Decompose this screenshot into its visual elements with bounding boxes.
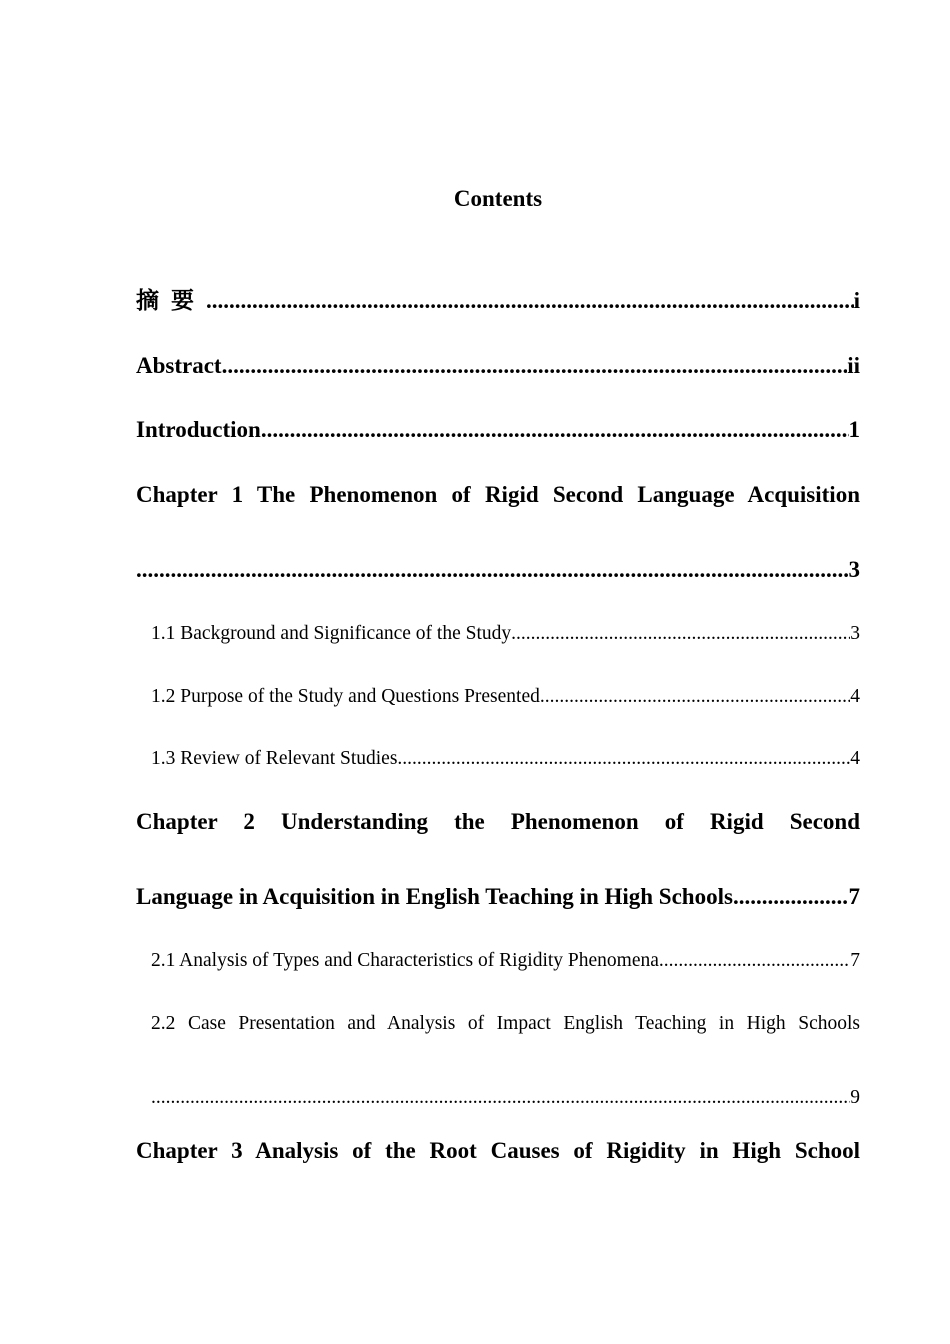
dot-leader [659, 948, 850, 974]
dot-leader [397, 746, 850, 772]
toc-entry-chapter2-title[interactable]: Chapter 2 Understanding the Phenomenon of Rigid Second [136, 809, 860, 834]
dot-leader [222, 351, 848, 381]
toc-page-number: 1 [848, 417, 860, 442]
toc-entry-zhaiyao[interactable] [136, 286, 860, 316]
toc-entry-label: 1.3 Review of Relevant Studies [151, 748, 398, 769]
dot-leader [733, 882, 849, 912]
dot-leader [540, 684, 850, 710]
toc-entry-section-2-2-title[interactable]: 2.2 Case Presentation and Analysis of Impact English Teaching in High Schools [151, 1013, 860, 1034]
dot-leader [261, 415, 849, 445]
page-title: Contents [453, 186, 543, 211]
toc-entry-chapter1-title[interactable]: Chapter 1 The Phenomenon of Rigid Second Language Acquisition [136, 482, 860, 507]
toc-entry-section-1-2[interactable] [151, 684, 860, 710]
toc-page-number: 9 [850, 1087, 860, 1108]
toc-entry-chapter3-title[interactable]: Chapter 3 Analysis of the Root Causes of Rigidity in High School [136, 1138, 860, 1163]
toc-entry-abstract[interactable] [136, 351, 860, 381]
toc-entry-label: Introduction [136, 417, 261, 442]
toc-page-number: 3 [850, 623, 860, 644]
toc-page-number: 7 [848, 884, 860, 909]
toc-entry-section-1-1[interactable] [151, 621, 860, 647]
toc-entry-label: Language in Acquisition in English Teaching in High Schools [136, 884, 733, 909]
toc-page-number: 4 [850, 686, 860, 707]
toc-entry-label: 2.1 Analysis of Types and Characteristics of Rigidity Phenomena [151, 950, 659, 971]
toc-page-number: 3 [848, 557, 860, 582]
toc-page-number: 4 [850, 748, 860, 769]
toc-entry-introduction[interactable] [136, 415, 860, 445]
toc-entry-chapter2[interactable] [136, 882, 860, 912]
toc-page-number: ii [847, 353, 860, 378]
toc-entry-label: 摘要 [136, 288, 206, 313]
toc-page-number: 7 [850, 950, 860, 971]
toc-entry-section-2-2[interactable] [151, 1085, 860, 1111]
toc-entry-label: Abstract [136, 353, 222, 378]
toc-entry-chapter1[interactable] [136, 555, 860, 585]
dot-leader [206, 286, 854, 316]
toc-entry-label: 1.1 Background and Significance of the Study [151, 623, 512, 644]
dot-leader [136, 555, 849, 585]
dot-leader [151, 1085, 850, 1111]
toc-entry-label: 1.2 Purpose of the Study and Questions Presented [151, 686, 540, 707]
toc-entry-section-2-1[interactable] [151, 948, 860, 974]
toc-entry-section-1-3[interactable] [151, 746, 860, 772]
dot-leader [511, 621, 850, 647]
toc-page-number: i [853, 288, 860, 313]
